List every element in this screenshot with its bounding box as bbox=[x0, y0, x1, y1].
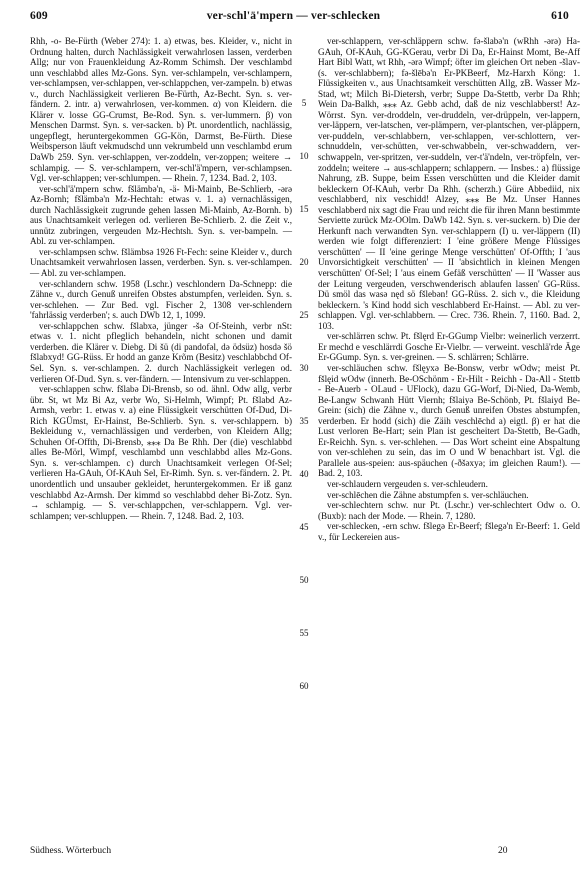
dictionary-entry: ver-schlandern schw. 1958 (Lschr.) veschlondern Da-Schnepp: die Zähne v., durch Genuß unreifen Obstes abstumpfen, verleiden. Syn. s. ver-schlehen. — Zur Bed. vgl. Fischer 2, 1308 ver-schlendern 'fahrlässig verderben'; s. auch DWb 12, 1, 1099. bbox=[30, 278, 292, 321]
dictionary-entry: ver-schlecken, -ern schw. fšlegə Er-Beerf; fšlegə'n Er-Beerf: 1. Geld v., für Leckereien aus- bbox=[318, 521, 580, 542]
dictionary-entry: ver-schlaudern vergeuden s. ver-schleudern. bbox=[327, 478, 488, 489]
dictionary-entry: ver-schlampsen schw. fšlämbsə 1926 Ft-Fech: seine Kleider v., durch Unachtsamkeit verwahrlosen lassen, verderben. Syn. s. ver-schlampen. — Abl. zu ver-schlampen. bbox=[30, 246, 292, 279]
left-column bbox=[30, 36, 292, 521]
line-number: 45 bbox=[299, 522, 309, 532]
line-number: 40 bbox=[299, 469, 309, 479]
page-number-left: 609 bbox=[30, 10, 48, 22]
dictionary-entry: ver-schlēchen die Zähne abstumpfen s. ver-schläuchen. bbox=[327, 489, 529, 500]
page-number-right: 610 bbox=[551, 10, 569, 22]
dictionary-entry: ver-schlärren schw. Pt. fšlęrd Er-GGump Vielbr: weinerlich verzerrt. Er mechd e veschlärrdi Gosche Er-Vielbr. — verweint. veschlä'rde Äge Er-GGump. Syn. s. ver-greinen. — S. schlärren; Schlärre. bbox=[318, 331, 580, 363]
dictionary-entry: ver-schlechtern schw. nur Pt. (Lschr.) ver-schlechtert Odw o. O. (Buxb): nach der Mode. — Rhein. 7, 1280. bbox=[318, 500, 580, 521]
dictionary-entry: ver-schlappern, ver-schläppern schw. fə-šlabə'n (wRhh -ərə) Ha-GAuh, Of-KAuh, GG-KGerau, verbr Di Da, Er-Hainst Momt, Be-Aff Hart Bibl Watt, wt Rhh, -ərə Wimpf; öfter im gleichen Ort neben -šlav- (s. ver-schlabbern); fə-šlēbə'n Er-PKBeerf, Mz-Harxh Köng: 1. Flüssigkeiten v., aus Unachtsamkeit verschütten Allg, zB. Wasser Mz-Stad, wt; Milch Bi-Dietersh, verbr; Suppe Da-Stettb, verbr Da Rhh; Wein Da-Balkh, ⁎⁎⁎ Az. Gebb achd, daß de niz veschlabberst! Az-Wörrst. Syn. ver-droddeln, ver-druddeln, ver-drüppeln, ver-lappern, ver-läppern, ver-latschen, ver-plämpern, ver-plantschen, ver-pläppern, ver-puddeln, ver-schlabbern, ver-schlappen, ver-schlottern, ver-schnuddeln, ver-schütten, ver-schwabbeln, ver-schwaddern, ver-schwappeln, ver-spritzen, ver-suddeln, ver-t'ä'ndeln, ver-tröpfeln, ver-zoddeln; weitere → aus-schlappern; schlappern. — Insbes.: a) flüssige Nahrung, zB. Suppe, beim Essen verschütten und die Kleider damit bekleckern Of-KAuh, verbr Da Rhh. (scherzh.) Güre Abbediid, nix veschlabberd, nix veschidd! Alzey, ⁎⁎⁎ Be Mz. Unser Hannes veschlabberd nix sagt die Frau und reicht die für ihren Mann bestimmte Serviette zurück Mz-OOlm. DaWb 142. Syn. s. ver-suckern. b) Die der Herkunft nach verwandten Syn. ver-schlappern (I) u. ver-läppern (II) werden wie folgt differenziert: I 'eine größere Menge Flüssiges verschütten' — II 'eine geringe Menge verschütten' Of-Offth; I 'aus Unvorsichtigkeit verschütten' — II 'absichtlich in kleinen Mengen verschütten' Of-Sel; I 'aus einem Gefäß verschütten' — II 'Wasser aus der Leitung vergeuden, verschwenderisch ablaufen lassen' GG-Rüss. Dü smöl das wasə nęd sö fšlebən! GG-Rüss. 2. sich v., die Kleidung bekleckern. 's Kind hodd sich veschlabberd Er-Hainst. — Abl. zu ver-schlappen. Vgl. ver-schlabbern. — Crec. 736. Rhein. 7, 1160. Bad. 2, 103. bbox=[318, 36, 580, 331]
line-number: 60 bbox=[299, 681, 309, 691]
line-number: 5 bbox=[301, 98, 307, 108]
line-number: 35 bbox=[299, 416, 309, 426]
line-number: 50 bbox=[299, 575, 309, 585]
line-number: 15 bbox=[299, 204, 309, 214]
dictionary-entry: ver-schl'ä'mpern schw. fšlämbə'n, -ä- Mi-Mainb, Be-Schlierb, -ərə Az-Bornh; fšlämbə'n Mz-Hechtah: etwas v. 1. a) vernachlässigen, durch Nachlässigkeit zugrunde gehen lassen Mi-Mainb, Az-Bornh. b) aus Unachtsamkeit verlegen od. verlieren Be-Schlierb. 2. die Zeit v., unnütz zubringen, vergeuden Mz-Hechtsh. Syn. s. ver-bampeln. — Abl. zu ver-schlampen. bbox=[30, 183, 292, 247]
running-title: ver-schl'ä'mpern — ver-schlecken bbox=[206, 10, 381, 22]
dictionary-entry: Rhh, -o- Be-Fürth (Weber 274): 1. a) etwas, bes. Kleider, v., nicht in Ordnung halten, durch Nachlässigkeit verwahrlosen lassen, verderben Allg; nur von Frauenkleidung Az-Romm Schimsh. Der veschlambd unn veschlabbd alles Mz-Gons. Syn. ver-schlampeln, ver-schlampern, ver-schlampsen, ver-schlappen, ver-schlappchen, ver-zampeln. b) etwas v., durch Nachlässigkeit verlieren Be-Fürth, Az-Becht. Syn. s. ver-fändern. 2. intr. a) verwahrlosen, ver-kommen. α) von Kleidern. die Klärer v. losse GG-Crumst, Be-Rod. Syn. s. ver-lummern. β) von Menschen Darmst. Syn. s. ver-sacken. b) Pt. unordentlich, nachlässig, ungepflegt, heruntergekommen GG-Kön, Darmst, Be-Fürth. Diese Weibsperson läuft vekmudschd unn vekrumbeld unn veschlambd erum DaWb 259. Syn. ver-schlappen, ver-zoddeln, ver-zoppen; weitere → schlampig. — S. ver-schlampern, ver-schl'ä'mpern, ver-schlampsen. Vgl. ver-schlappen; ver-schlumpen. — Rhein. 7, 1234. Bad. 2, 103. bbox=[30, 36, 293, 184]
right-column bbox=[318, 36, 580, 542]
line-number: 55 bbox=[299, 628, 309, 638]
line-number: 30 bbox=[299, 363, 309, 373]
footer-title: Südhess. Wörterbuch bbox=[30, 846, 112, 856]
line-number: 10 bbox=[299, 151, 309, 161]
dictionary-entry: ver-schlappchen schw. fšlabxə, jünger -šə Of-Steinh, verbr nSt: etwas v. 1. nicht pfleglich behandeln, nicht schonen und damit verderben. die Klärer v. Diebg. Di šü (di pandofəl, də ödsüz) hosdə šö fšlabxyd! GG-Rüss. Er hodd an ganze Krõm (Besitz) veschlabbchd Of-Sel. Syn. s. ver-schlampen. 2. durch Nachlässigkeit verlegen od. verlieren Of-Dud. Syn. s. ver-fändern. — Intensivum zu ver-schlappen. bbox=[30, 320, 292, 384]
dictionary-entry: ver-schläuchen schw. fšlęyxə Be-Bonsw, verbr wOdw; meist Pt. fšlęid wOdw (innerh. Be-OSchönm - Er-Hilt - Reichh - Da-All - Stettb - Be-Auerb - OLaud - UFlock), dazu GG-Worf, Di-Nied, Da-Wemb, Be-Langw Schwanh Hütt Viernh; fšlaiyə Be-Schönb, Pt. fšlaiyd Be-Grein: (sich) die Zähne v., durch Genuß unreifen Obstes abstumpfen, verderben. Er hodd (sich) die Zäih veschlēchd a) eigtl. β) er hat die Lust verloren Be-Hart; sein Plan ist gescheitert Da-Stettb, Be-Gadh, Er-Reichh. Syn. s. ver-schlehen. — Das Wort scheint eine Abspaltung von ver-schlehen zu sein, das im O und W benachbart ist. Vgl. die Parallele aus-speien: aus-späuchen (-ðšəxyə; im gleichen Raum!). — Bad. 2, 103. bbox=[318, 362, 580, 479]
footer-sheet-number: 20 bbox=[498, 846, 508, 856]
dictionary-entry: ver-schlappen schw. fšlabə Di-Brensb, so od. ähnl. Odw allg, verbr übr. St, wt Mz Bi Az, verbr Wo, Si-Helmh, Wimpf; Pt. fšlabd Az-Armsh, verbr: 1. etwas v. a) eine Flüssigkeit verschütten Of-Dud, Di-Rich KGÜmst, Er-Hainst, Be-Schlierb. Syn. s. ver-schlappern. b) Bekleidung v., vernachlässigen und verderben, von Kleidern Allg; Schuhen Of-Offth, Di-Brensb, ⁎⁎⁎ Da Be Rhh. Der (die) veschlabbd alles Be-Mörl, Wimpf, veschlambd unn veschlabbd alles Mz-Gons. Syn. s. ver-schlampen. c) durch Unachtsamkeit verlegen Of-Sel; verlieren Ha-GAuh, Of-KAuh Sel, Er-Rimh. Syn. s. ver-fändern. 2. Pt. unordentlich und unsauber gekleidet, heruntergekommen. Er iß ganz veschlabbd Az-Armsh. Der kimmd so veschlabbd deher Bi-Zotz. Syn. → schlampig. — S. ver-schlappchen, ver-schlappern. Vgl. ver-schlampen; ver-schluppen. — Rhein. 7, 1248. Bad. 2, 103. bbox=[30, 384, 292, 521]
line-number: 20 bbox=[299, 257, 309, 267]
line-number: 25 bbox=[299, 310, 309, 320]
